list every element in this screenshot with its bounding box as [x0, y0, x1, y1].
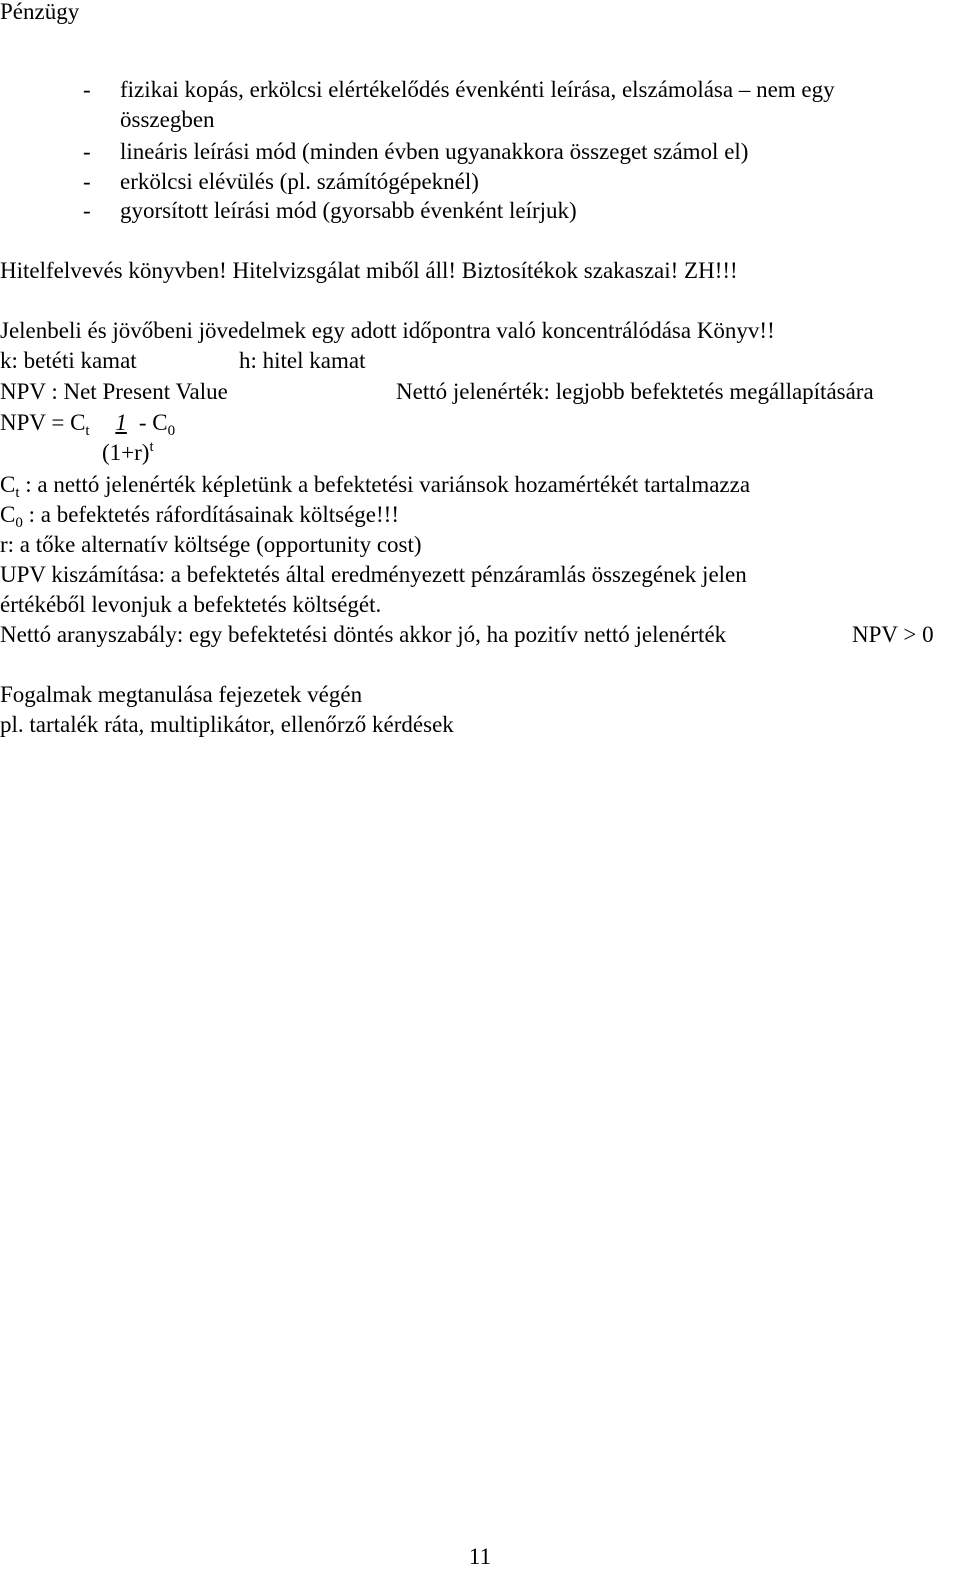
netto-label: Nettó jelenérték: legjobb befektetés megállapítására	[396, 379, 874, 404]
formula-superscript-t: t	[149, 439, 154, 455]
formula-denominator-text: (1+r)	[102, 440, 150, 465]
formula-lhs: NPV = C	[0, 410, 86, 435]
bullet-text: lineáris leírási mód (minden évben ugyanakkora összeget számol el)	[120, 139, 749, 164]
ct-definition	[0, 470, 750, 503]
upv-line2: értékéből levonjuk a befektetés költségét.	[0, 592, 382, 617]
kamat-line	[0, 346, 960, 376]
npv-line	[0, 377, 960, 407]
formula-subscript-0: 0	[167, 423, 176, 439]
formula-numerator: 1	[115, 410, 127, 435]
c0-symbol: C	[0, 502, 16, 527]
formula-subscript-t: t	[85, 423, 90, 439]
page-number: 11	[468, 1544, 492, 1569]
upv-line1: UPV kiszámítása: a befektetés által eredményezett pénzáramlás összegének jelen	[0, 562, 747, 587]
hitel-note: Hitelfelvevés könyvben! Hitelvizsgálat miből áll! Biztosítékok szakaszai! ZH!!!	[0, 258, 738, 283]
fogalmak-note: Fogalmak megtanulása fejezetek végén	[0, 682, 363, 707]
netto-rule-line	[0, 620, 960, 650]
bullet-text: fizikai kopás, erkölcsi elértékelődés évenkénti leírása, elszámolása – nem egy	[120, 77, 835, 102]
bullet-text: gyorsított leírási mód (gyorsabb évenként leírjuk)	[120, 198, 577, 223]
c0-text: : a befektetés ráfordításainak költsége!!!	[22, 502, 399, 527]
ct-subscript: t	[15, 485, 20, 501]
bullet-dash: -	[83, 169, 91, 194]
pl-note: pl. tartalék ráta, multiplikátor, ellenőrző kérdések	[0, 712, 454, 737]
bullet-text: erkölcsi elévülés (pl. számítógépeknél)	[120, 169, 479, 194]
bullet-dash: -	[83, 139, 91, 164]
k-label: k: betéti kamat	[0, 348, 137, 373]
c0-subscript: 0	[15, 515, 23, 531]
ct-symbol: C	[0, 472, 16, 497]
bullet-dash: -	[83, 198, 91, 223]
formula-minus: - C	[138, 410, 168, 435]
npv-gt-zero: NPV > 0	[852, 622, 934, 647]
npv-label: NPV : Net Present Value	[0, 379, 228, 404]
netto-rule: Nettó aranyszabály: egy befektetési döntés akkor jó, ha pozitív nettó jelenérték	[0, 622, 727, 647]
bullet-text: összegben	[120, 107, 215, 132]
bullet-dash: -	[83, 77, 91, 102]
h-label: h: hitel kamat	[239, 348, 366, 373]
npv-formula	[0, 408, 175, 441]
ct-text: : a nettó jelenérték képletünk a befektetési variánsok hozamértékét tartalmazza	[19, 472, 751, 497]
page-header: Pénzügy	[0, 0, 80, 24]
formula-denominator	[102, 438, 154, 471]
jelenbeli-note: Jelenbeli és jövőbeni jövedelmek egy adott időpontra való koncentrálódása Könyv!!	[0, 318, 775, 343]
c0-definition	[0, 500, 399, 533]
r-definition: r: a tőke alternatív költsége (opportunity cost)	[0, 532, 422, 557]
